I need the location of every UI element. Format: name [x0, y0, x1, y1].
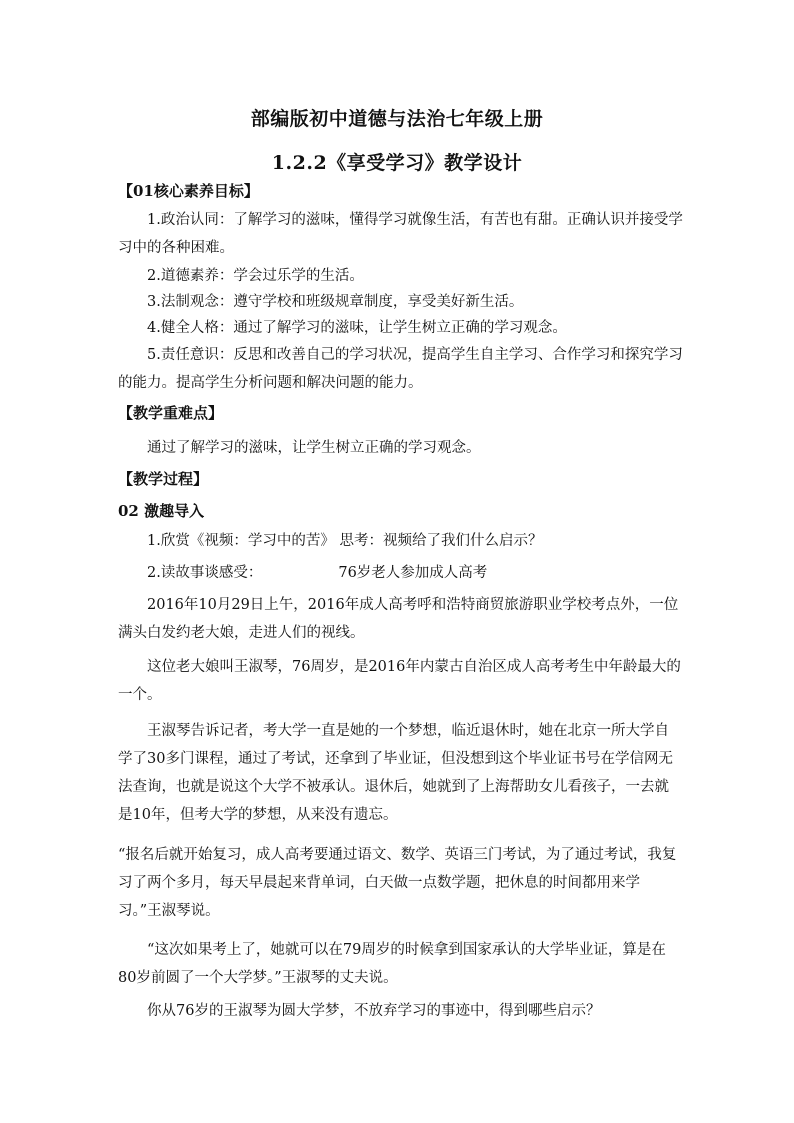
- story-title: 76岁老人参加成人高考: [338, 565, 488, 581]
- goal-item-5: 5.责任意识：反思和改善自己的学习状况，提高学生自主学习、合作学习和探究学习的能力。提高学生分析问题和解决问题的能力。: [118, 347, 683, 391]
- goal-item-1: 1.政治认同：了解学习的滋味，懂得学习就像生活，有苦也有甜。正确认识并接受学习中的各种困难。: [118, 212, 683, 256]
- story-paragraph-1: 2016年10月29日上午，2016年成人高考呼和浩特商贸旅游职业学校考点外，一位满头白发约老大娘，走进人们的视线。: [118, 597, 679, 641]
- section-heading-key-points: 【教学重难点】: [118, 404, 224, 422]
- process-item-2-label: 2.读故事谈感受：: [147, 565, 263, 581]
- process-item-2: [118, 559, 683, 587]
- story-paragraph-2: 这位老大娘叫王淑琴，76周岁，是2016年内蒙古自治区成人高考考生中年龄最大的一个。: [118, 659, 681, 703]
- subsection-heading-intro: 02 激趣导入: [118, 502, 205, 520]
- goal-item-2: 2.道德素养：学会过乐学的生活。: [147, 268, 364, 284]
- process-item-1: 1.欣赏《视频：学习中的苦》 思考：视频给了我们什么启示？: [147, 533, 543, 549]
- story-paragraph-4: “报名后就开始复习，成人高考要通过语文、数学、英语三门考试，为了通过考试，我复习了两个多月，每天早晨起来背单词，白天做一点数学题，把休息的时间都用来学习。”王淑琴说。: [118, 847, 677, 919]
- story-paragraph-3: 王淑琴告诉记者，考大学一直是她的一个梦想，临近退休时，她在北京一所大学自学了30多门课程，通过了考试，还拿到了毕业证，但没想到这个毕业证书号在学信网无法查询，也就是说这个大学不被承认。退休后，她就到了上海帮助女儿看孩子，一去就是10年，但考大学的梦想，从来没有遗忘。: [118, 723, 673, 823]
- story-question: 你从76岁的王淑琴为圆大学梦，不放弃学习的事迹中，得到哪些启示？: [147, 1003, 601, 1019]
- document-title: 部编版初中道德与法治七年级上册: [250, 108, 544, 130]
- goal-item-4: 4.健全人格：通过了解学习的滋味，让学生树立正确的学习观念。: [147, 320, 567, 336]
- goal-item-3: 3.法制观念：遵守学校和班级规章制度，享受美好新生活。: [147, 294, 524, 310]
- document-subtitle: 1.2.2《享受学习》教学设计: [271, 152, 523, 174]
- story-paragraph-5: “这次如果考上了，她就可以在79周岁的时候拿到国家承认的大学毕业证，算是在80岁前圆了一个大学梦。”王淑琴的丈夫说。: [118, 942, 666, 986]
- section-heading-goals: 【01核心素养目标】: [118, 182, 259, 200]
- section-heading-process: 【教学过程】: [118, 470, 209, 488]
- key-points-text: 通过了解学习的滋味，让学生树立正确的学习观念。: [147, 440, 481, 456]
